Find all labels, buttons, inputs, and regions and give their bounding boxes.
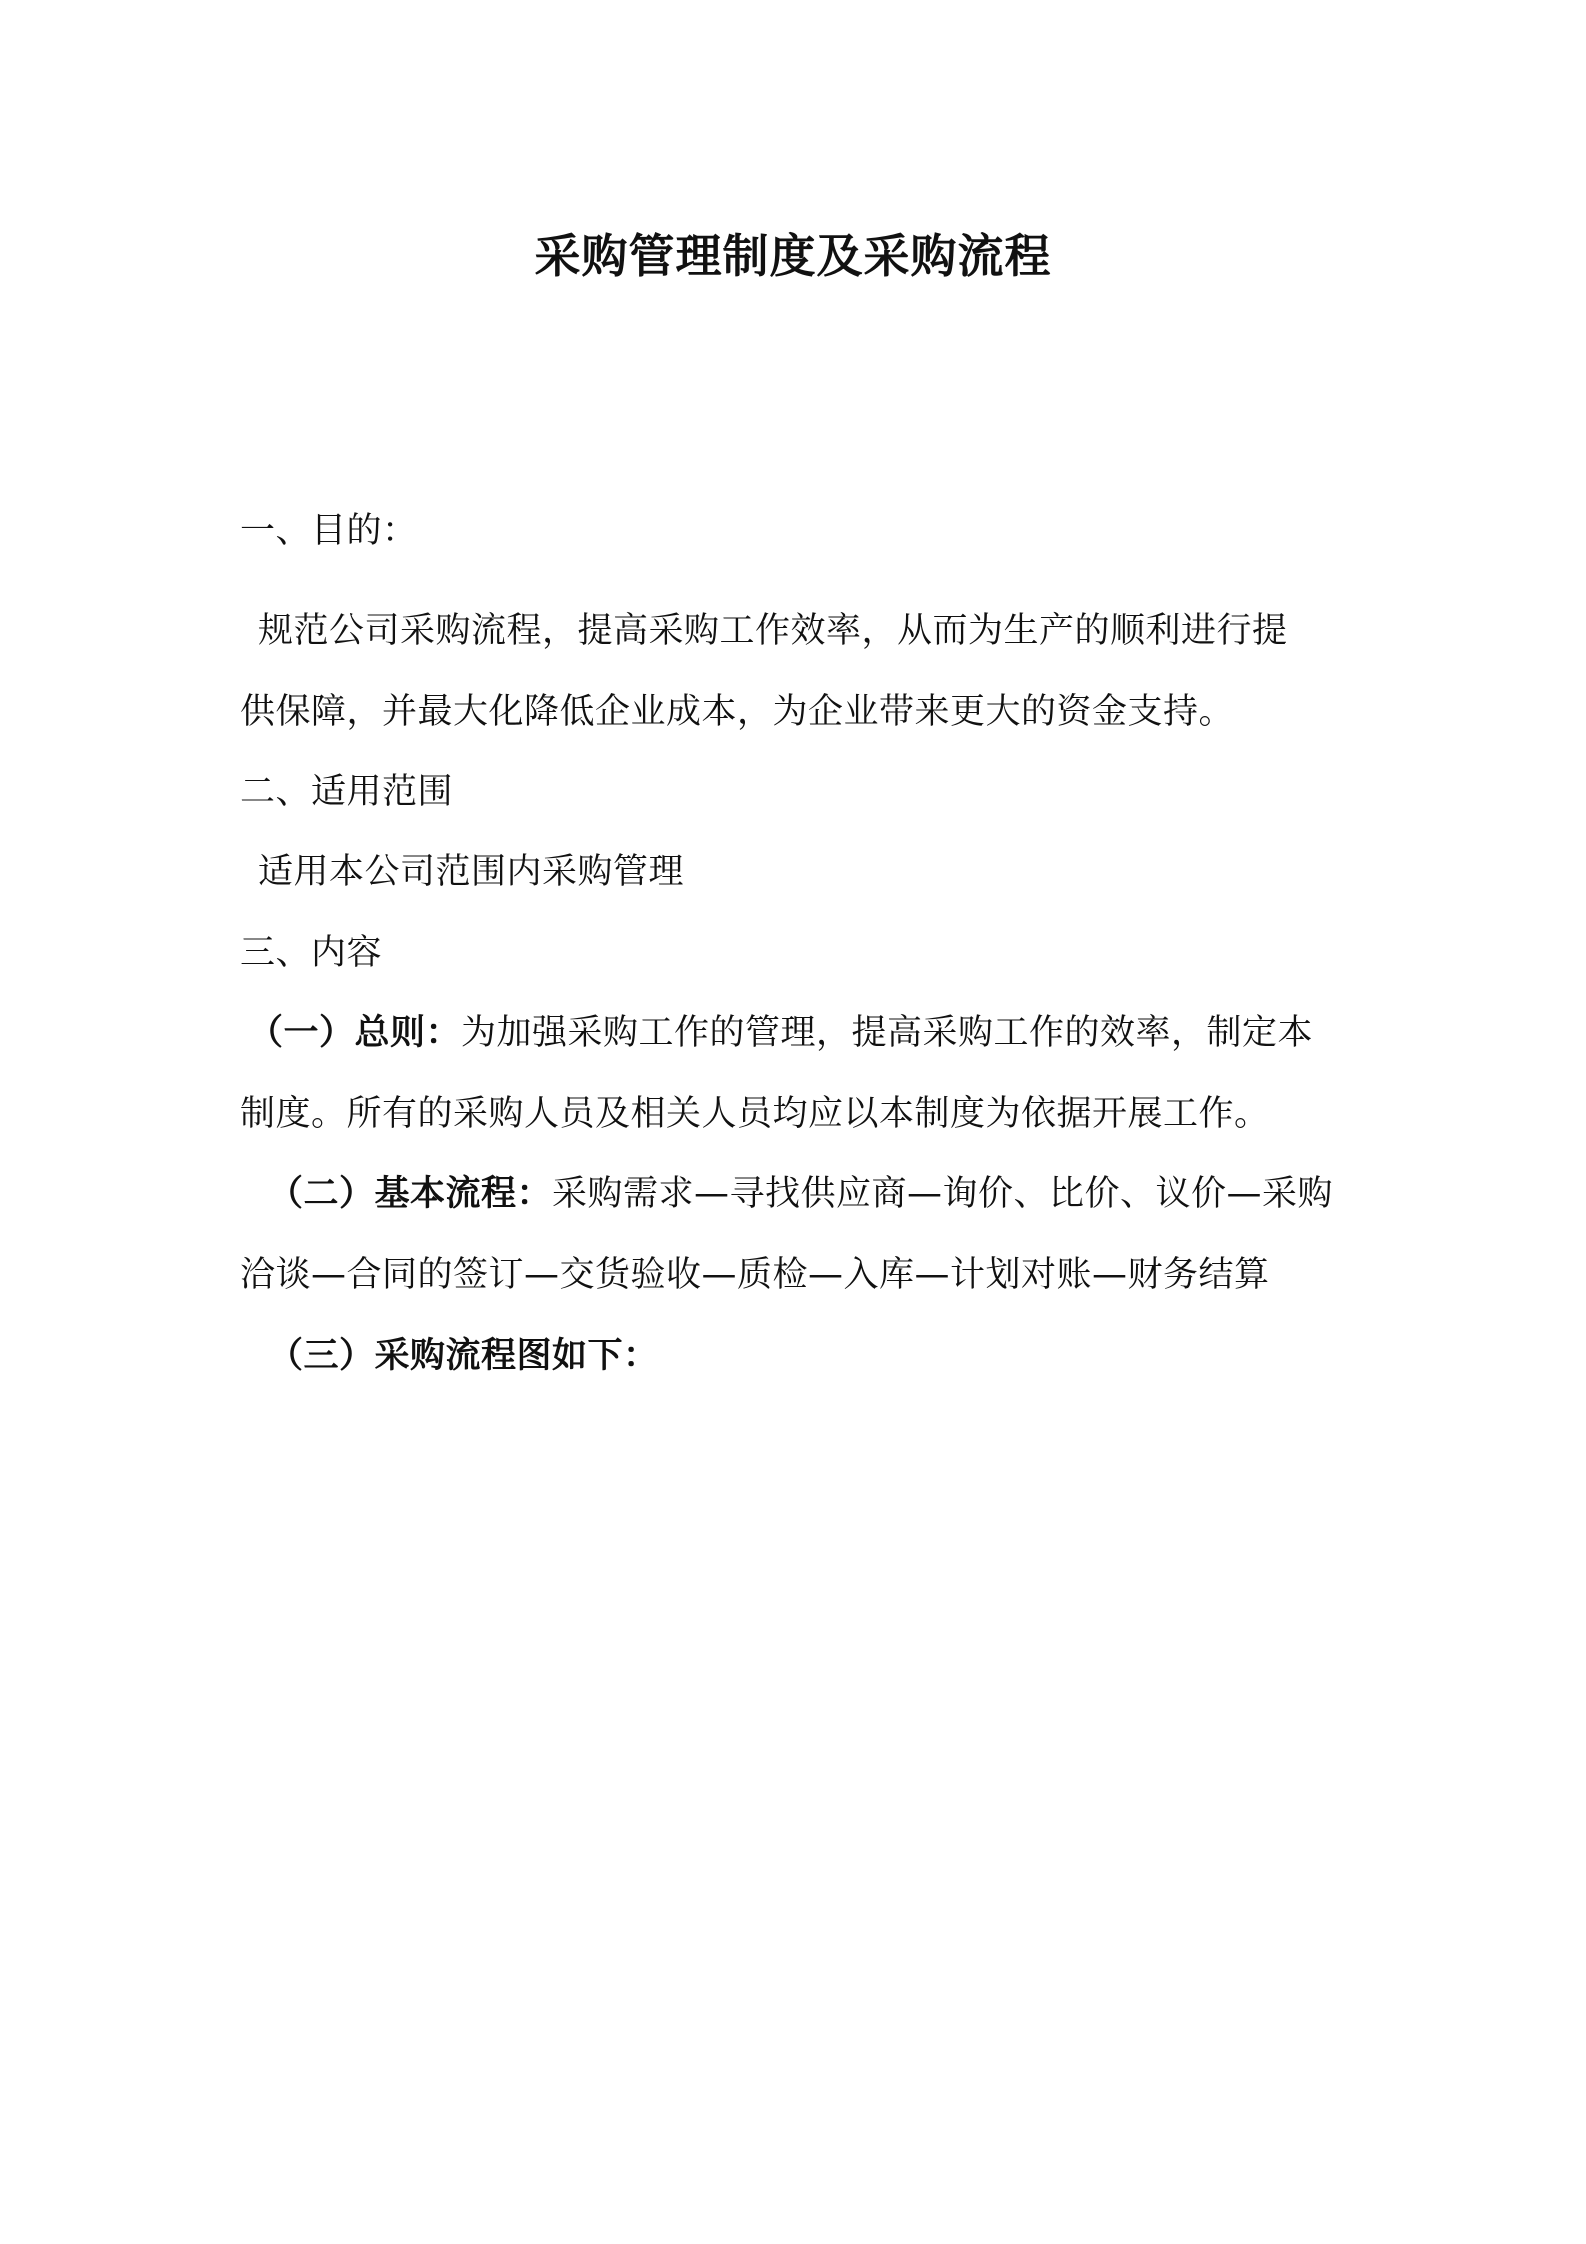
flowchart-label: （三）采购流程图如下： <box>268 1336 659 1376</box>
basic-flow-line1 <box>268 1171 1333 1217</box>
section2-paragraph: 适用本公司范围内采购管理 <box>258 852 685 892</box>
section2-heading: 二、适用范围 <box>240 772 454 812</box>
general-rule-label: （一）总则： <box>248 1013 462 1053</box>
basic-flow-line2: 洽谈—合同的签订—交货验收—质检—入库—计划对账—财务结算 <box>240 1255 1270 1295</box>
general-rule-line1 <box>248 1010 1313 1056</box>
basic-flow-text: 采购需求—寻找供应商—询价、比价、议价—采购 <box>552 1174 1334 1214</box>
section1-paragraph-line1: 规范公司采购流程，提高采购工作效率，从而为生产的顺利进行提 <box>258 611 1288 651</box>
general-rule-text: 为加强采购工作的管理，提高采购工作的效率，制定本 <box>461 1013 1314 1053</box>
general-rule-line2: 制度。所有的采购人员及相关人员均应以本制度为依据开展工作。 <box>240 1094 1270 1134</box>
section1-paragraph-line2: 供保障，并最大化降低企业成本，为企业带来更大的资金支持。 <box>240 692 1235 732</box>
document-title: 采购管理制度及采购流程 <box>534 229 1052 283</box>
basic-flow-label: （二）基本流程： <box>268 1174 553 1214</box>
section1-heading: 一、目的： <box>240 511 418 551</box>
section3-heading: 三、内容 <box>240 933 383 973</box>
